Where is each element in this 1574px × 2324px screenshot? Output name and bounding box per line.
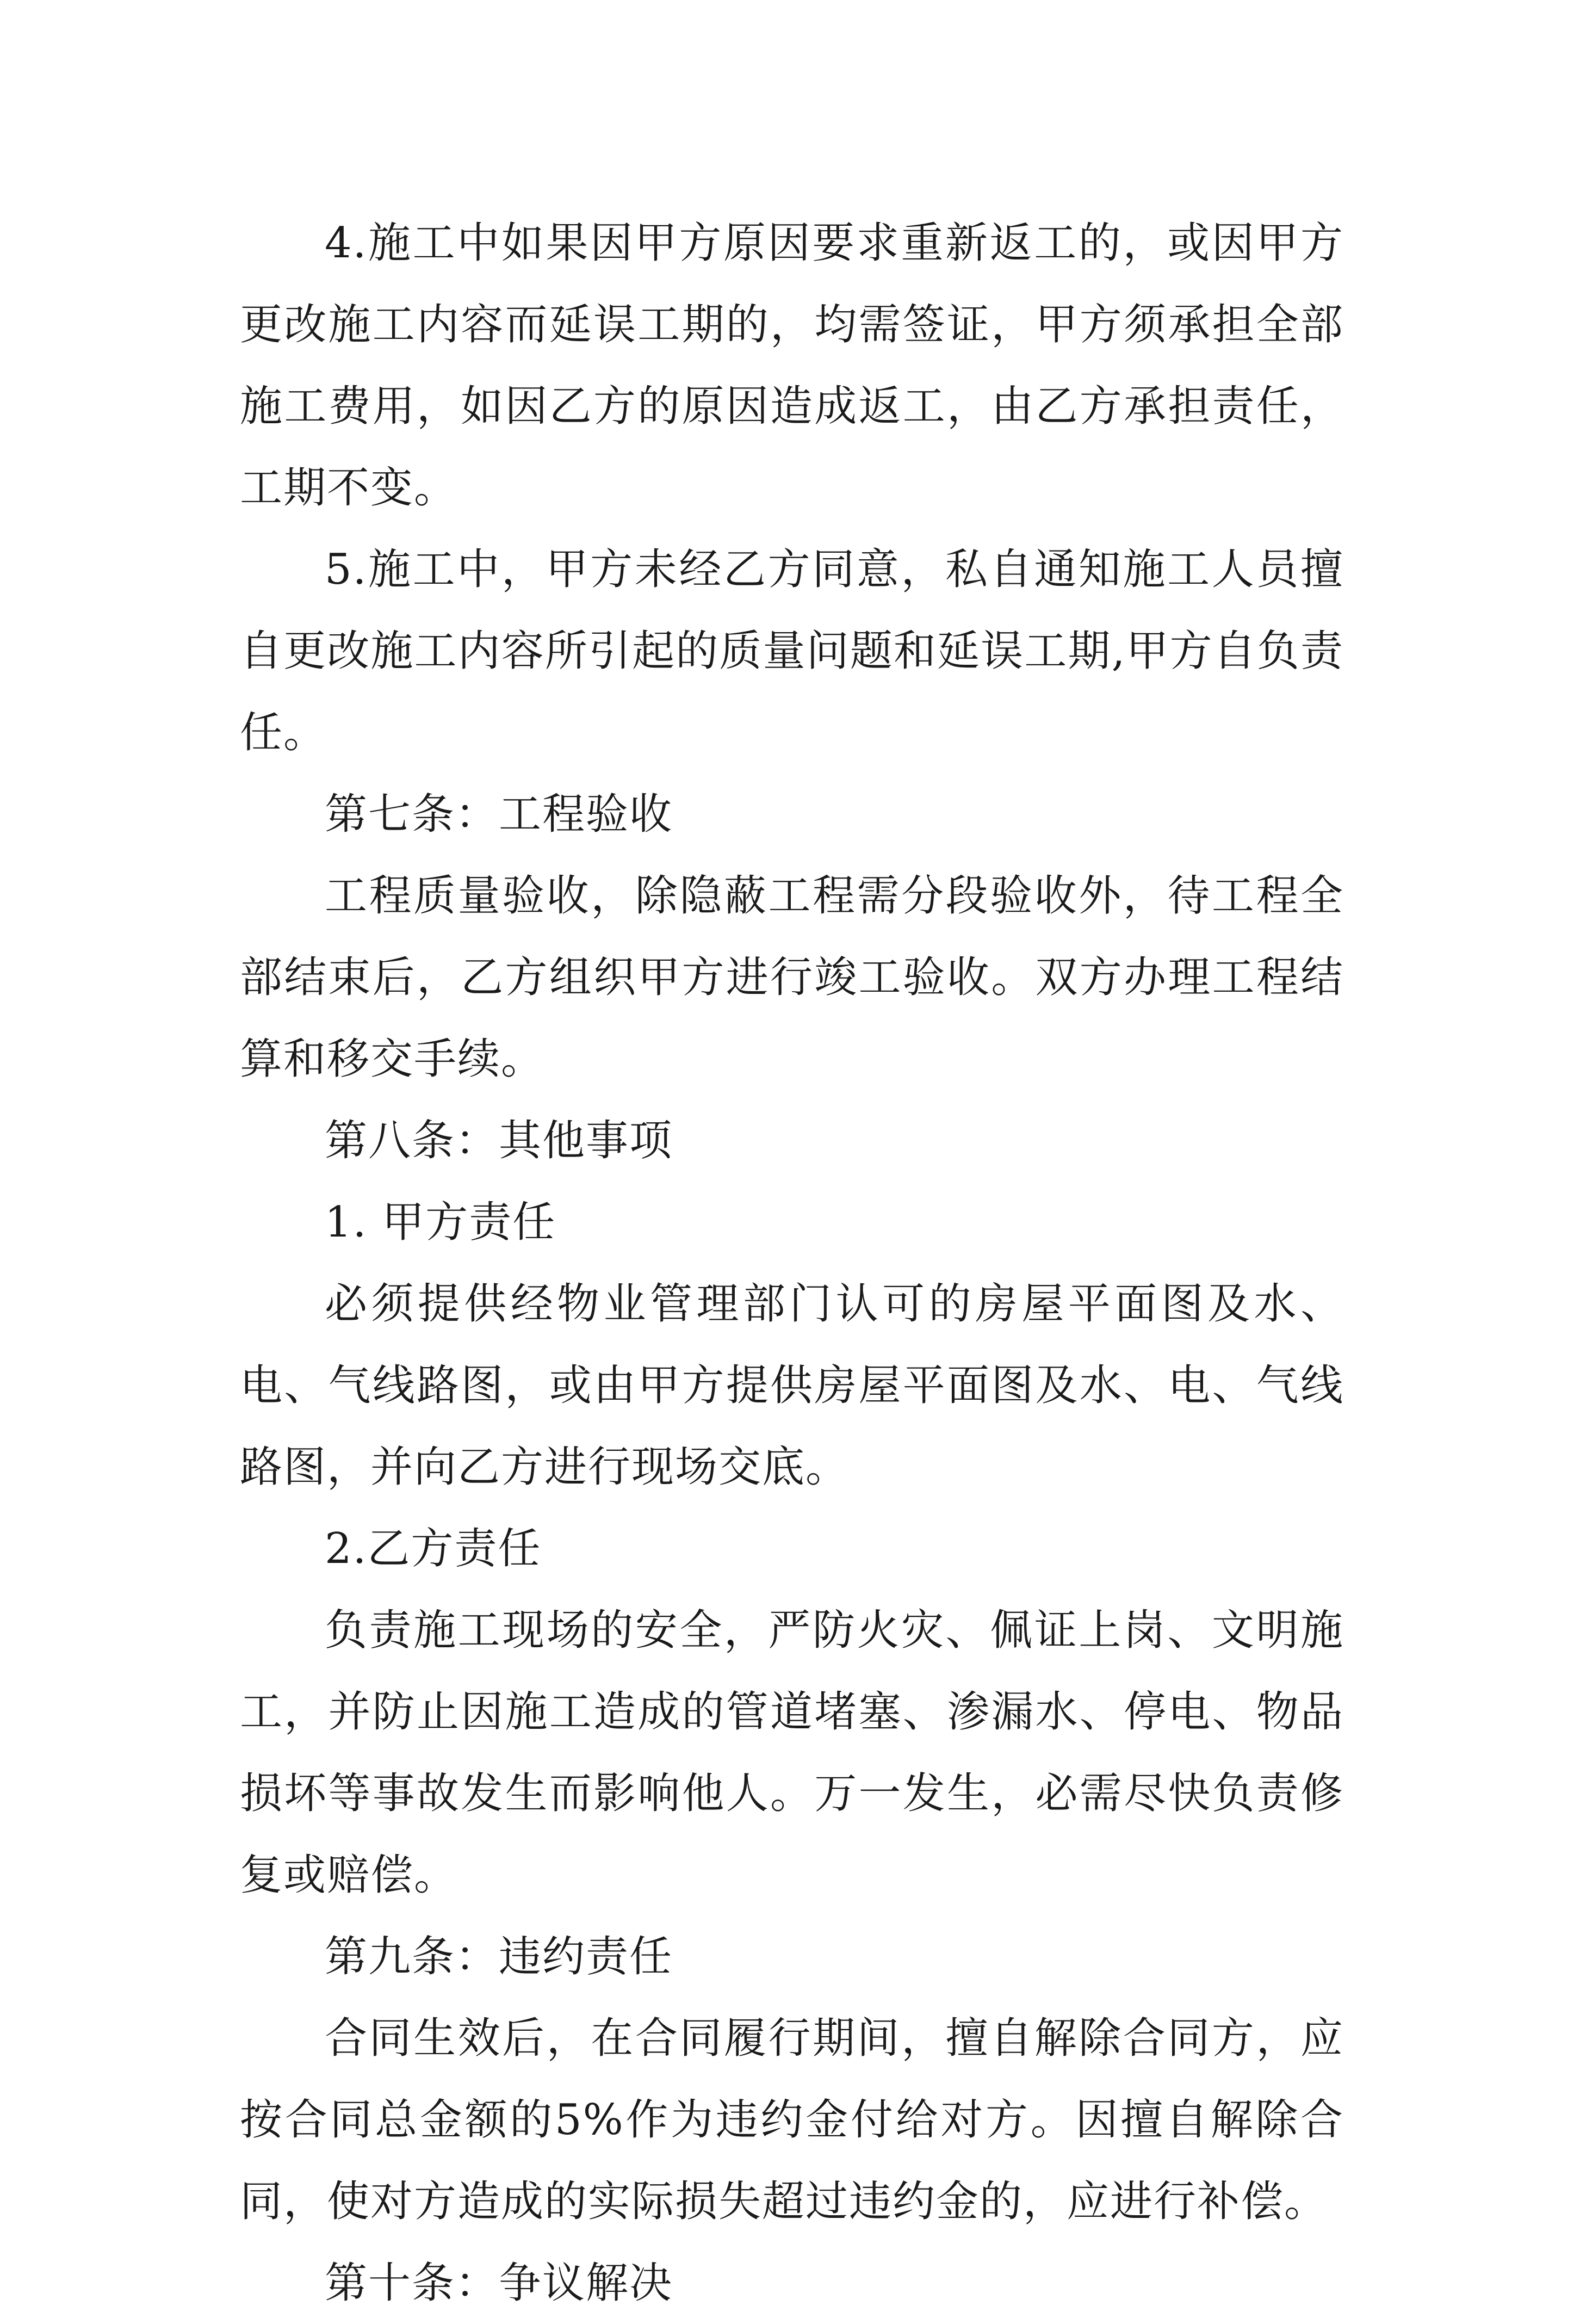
subheading-party-b-responsibility: 2.乙方责任 xyxy=(325,1524,542,1573)
heading-article-8: 第八条：其他事项 xyxy=(325,1116,673,1165)
heading-article-9: 第九条：违约责任 xyxy=(325,1932,673,1981)
paragraph-breach-liability: 合同生效后，在合同履行期间，擅自解除合同方，应按合同总金额的5%作为违约金付给对方。因擅自解除合同，使对方造成的实际损失超过违约金的，应进行补偿。 xyxy=(240,2014,1344,2226)
paragraph-unauthorized-change-clause: 5.施工中，甲方未经乙方同意，私自通知施工人员擅自更改施工内容所引起的质量问题和延误工期,甲方自负责任。 xyxy=(240,545,1344,757)
paragraph-party-b-responsibility: 负责施工现场的安全，严防火灾、佩证上岗、文明施工，并防止因施工造成的管道堵塞、渗漏水、停电、物品损坏等事故发生而影响他人。万一发生，必需尽快负责修复或赔偿。 xyxy=(240,1606,1344,1900)
document-body xyxy=(240,202,1344,2324)
heading-article-7: 第七条：工程验收 xyxy=(325,790,673,839)
subheading-party-a-responsibility: 1. 甲方责任 xyxy=(325,1198,556,1247)
paragraph-acceptance: 工程质量验收，除隐蔽工程需分段验收外，待工程全部结束后，乙方组织甲方进行竣工验收。双方办理工程结算和移交手续。 xyxy=(240,872,1344,1084)
paragraph-rework-clause: 4.施工中如果因甲方原因要求重新返工的，或因甲方更改施工内容而延误工期的，均需签证，甲方须承担全部施工费用，如因乙方的原因造成返工，由乙方承担责任，工期不变。 xyxy=(240,219,1344,512)
heading-article-10: 第十条：争议解决 xyxy=(325,2259,673,2308)
paragraph-party-a-responsibility: 必须提供经物业管理部门认可的房屋平面图及水、电、气线路图，或由甲方提供房屋平面图及水、电、气线路图，并向乙方进行现场交底。 xyxy=(240,1280,1344,1492)
